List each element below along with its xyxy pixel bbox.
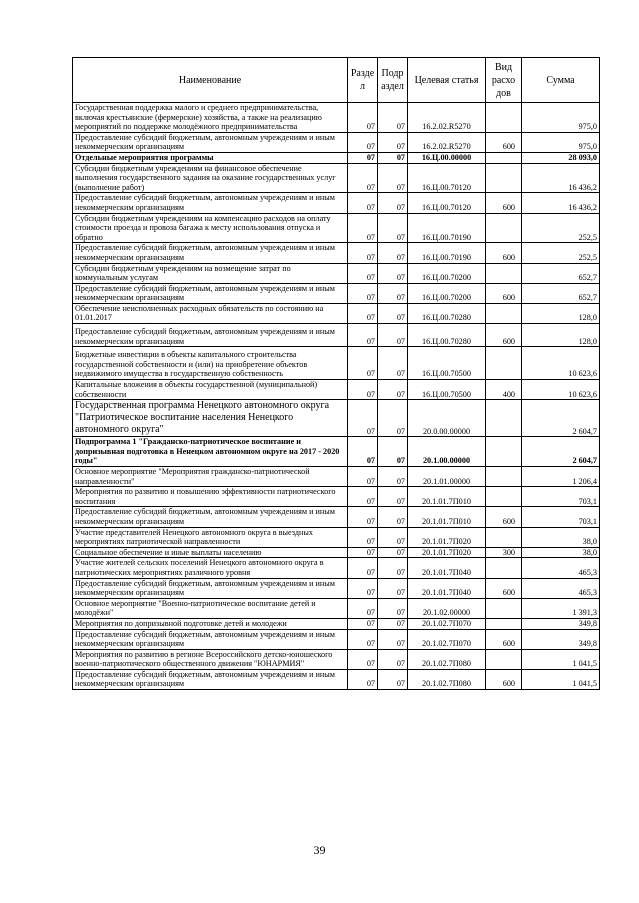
header-celevaya: Целевая статья bbox=[408, 58, 486, 103]
row-podrazdel: 07 bbox=[378, 103, 408, 133]
row-celevaya: 16.2.02.R5270 bbox=[408, 103, 486, 133]
row-celevaya: 20.1.01.00000 bbox=[408, 467, 486, 487]
row-razdel: 07 bbox=[348, 283, 378, 303]
row-summa: 128,0 bbox=[522, 303, 600, 323]
row-podrazdel: 07 bbox=[378, 303, 408, 323]
row-razdel: 07 bbox=[348, 347, 378, 380]
row-summa: 349,8 bbox=[522, 618, 600, 629]
row-podrazdel: 07 bbox=[378, 400, 408, 437]
row-celevaya: 16.Ц.00.70280 bbox=[408, 303, 486, 323]
row-name: Основное мероприятие "Мероприятия гражданско-патриотической направленности" bbox=[73, 467, 348, 487]
row-razdel: 07 bbox=[348, 558, 378, 578]
row-razdel: 07 bbox=[348, 243, 378, 263]
row-podrazdel: 07 bbox=[378, 347, 408, 380]
row-name: Предоставление субсидий бюджетным, автономным учреждениям и иным некоммерческим организациям bbox=[73, 507, 348, 527]
row-summa: 252,5 bbox=[522, 213, 600, 243]
row-razdel: 07 bbox=[348, 303, 378, 323]
row-name: Участие представителей Ненецкого автономного округа в выездных мероприятиях патриотической направленности bbox=[73, 527, 348, 547]
row-podrazdel: 07 bbox=[378, 283, 408, 303]
row-summa: 252,5 bbox=[522, 243, 600, 263]
row-name: Предоставление субсидий бюджетным, автономным учреждениям и иным некоммерческим организациям bbox=[73, 578, 348, 598]
row-summa: 703,1 bbox=[522, 507, 600, 527]
row-podrazdel: 07 bbox=[378, 437, 408, 467]
row-summa: 652,7 bbox=[522, 263, 600, 283]
page-number: 39 bbox=[313, 843, 326, 857]
row-podrazdel: 07 bbox=[378, 618, 408, 629]
row-name: Мероприятия по допризывной подготовке детей и молодежи bbox=[73, 618, 348, 629]
row-razdel: 07 bbox=[348, 578, 378, 598]
row-name: Обеспечение неисполненных расходных обязательств по состоянию на 01.01.2017 bbox=[73, 303, 348, 323]
row-vid bbox=[486, 400, 522, 437]
row-vid bbox=[486, 152, 522, 163]
row-podrazdel: 07 bbox=[378, 152, 408, 163]
header-vid: Вид расхо дов bbox=[486, 58, 522, 103]
row-razdel: 07 bbox=[348, 467, 378, 487]
row-vid bbox=[486, 527, 522, 547]
row-summa: 2 604,7 bbox=[522, 400, 600, 437]
table-row bbox=[73, 649, 600, 669]
row-vid: 600 bbox=[486, 283, 522, 303]
row-celevaya: 20.1.02.7П080 bbox=[408, 649, 486, 669]
row-summa: 38,0 bbox=[522, 527, 600, 547]
row-podrazdel: 07 bbox=[378, 193, 408, 213]
row-podrazdel: 07 bbox=[378, 487, 408, 507]
row-vid bbox=[486, 213, 522, 243]
row-vid bbox=[486, 487, 522, 507]
row-summa: 1 041,5 bbox=[522, 649, 600, 669]
row-razdel: 07 bbox=[348, 163, 378, 193]
row-celevaya: 20.1.02.7П070 bbox=[408, 629, 486, 649]
row-name: Государственная поддержка малого и среднего предпринимательства, включая крестьянские (фермерские) хозяйства, а также на реализацию мероприятий по поддержке молодёжного предпринимательства bbox=[73, 103, 348, 133]
row-summa: 465,3 bbox=[522, 578, 600, 598]
row-name: Предоставление субсидий бюджетным, автономным учреждениям и иным некоммерческим организациям bbox=[73, 132, 348, 152]
row-vid bbox=[486, 558, 522, 578]
row-summa: 1 391,3 bbox=[522, 598, 600, 618]
row-celevaya: 16.Ц.00.70200 bbox=[408, 283, 486, 303]
row-razdel: 07 bbox=[348, 380, 378, 400]
table-row bbox=[73, 547, 600, 558]
row-vid bbox=[486, 163, 522, 193]
row-name: Предоставление субсидий бюджетным, автономным учреждениям и иным некоммерческим организациям bbox=[73, 324, 348, 347]
table-row bbox=[73, 669, 600, 689]
row-summa: 128,0 bbox=[522, 324, 600, 347]
table-row bbox=[73, 103, 600, 133]
row-razdel: 07 bbox=[348, 193, 378, 213]
row-podrazdel: 07 bbox=[378, 263, 408, 283]
row-celevaya: 20.1.01.7П010 bbox=[408, 487, 486, 507]
row-name: Мероприятия по развитию в регионе Всероссийского детско-юношеского военно-патриотического общественного движения "ЮНАРМИЯ" bbox=[73, 649, 348, 669]
row-podrazdel: 07 bbox=[378, 669, 408, 689]
row-name: Основное мероприятие "Военно-патриотическое воспитание детей и молодёжи" bbox=[73, 598, 348, 618]
row-name: Участие жителей сельских поселений Ненецкого автономного округа в патриотических мероприятиях различного уровня bbox=[73, 558, 348, 578]
row-name: Предоставление субсидий бюджетным, автономным учреждениям и иным некоммерческим организациям bbox=[73, 193, 348, 213]
row-celevaya: 20.0.00.00000 bbox=[408, 400, 486, 437]
row-summa: 465,3 bbox=[522, 558, 600, 578]
table-row bbox=[73, 283, 600, 303]
row-razdel: 07 bbox=[348, 132, 378, 152]
budget-table-sheet bbox=[72, 57, 599, 690]
row-celevaya: 16.Ц.00.70500 bbox=[408, 347, 486, 380]
row-razdel: 07 bbox=[348, 324, 378, 347]
row-celevaya: 20.1.01.7П020 bbox=[408, 547, 486, 558]
row-name: Субсидии бюджетным учреждениям на компенсацию расходов на оплату стоимости проезда и провоза багажа к месту использования отпуска и обратно bbox=[73, 213, 348, 243]
table-row bbox=[73, 213, 600, 243]
row-vid bbox=[486, 263, 522, 283]
table-row bbox=[73, 132, 600, 152]
row-vid: 600 bbox=[486, 629, 522, 649]
row-vid bbox=[486, 649, 522, 669]
table-row bbox=[73, 347, 600, 380]
row-celevaya: 20.1.02.7П070 bbox=[408, 618, 486, 629]
row-celevaya: 20.1.01.7П040 bbox=[408, 558, 486, 578]
row-vid: 600 bbox=[486, 193, 522, 213]
row-razdel: 07 bbox=[348, 213, 378, 243]
row-celevaya: 20.1.02.00000 bbox=[408, 598, 486, 618]
row-name: Субсидии бюджетным учреждениям на финансовое обеспечение выполнения государственного задания на оказание государственных услуг (выполнение работ) bbox=[73, 163, 348, 193]
table-header-row bbox=[73, 58, 600, 103]
row-razdel: 07 bbox=[348, 669, 378, 689]
row-name: Предоставление субсидий бюджетным, автономным учреждениям и иным некоммерческим организациям bbox=[73, 243, 348, 263]
row-celevaya: 16.Ц.00.00000 bbox=[408, 152, 486, 163]
row-razdel: 07 bbox=[348, 618, 378, 629]
row-vid: 300 bbox=[486, 547, 522, 558]
row-summa: 16 436,2 bbox=[522, 193, 600, 213]
row-podrazdel: 07 bbox=[378, 132, 408, 152]
row-vid: 600 bbox=[486, 507, 522, 527]
row-razdel: 07 bbox=[348, 507, 378, 527]
row-podrazdel: 07 bbox=[378, 467, 408, 487]
row-name: Бюджетные инвестиции в объекты капитального строительства государственной собственности и (или) на приобретение объектов недвижимого имущества в государственную собственность bbox=[73, 347, 348, 380]
row-summa: 10 623,6 bbox=[522, 347, 600, 380]
table-row bbox=[73, 380, 600, 400]
row-podrazdel: 07 bbox=[378, 324, 408, 347]
row-summa: 975,0 bbox=[522, 103, 600, 133]
row-celevaya: 16.Ц.00.70120 bbox=[408, 163, 486, 193]
row-summa: 349,8 bbox=[522, 629, 600, 649]
table-row bbox=[73, 263, 600, 283]
row-podrazdel: 07 bbox=[378, 578, 408, 598]
row-vid bbox=[486, 598, 522, 618]
table-row bbox=[73, 618, 600, 629]
table-row bbox=[73, 303, 600, 323]
row-summa: 1 206,4 bbox=[522, 467, 600, 487]
row-summa: 2 604,7 bbox=[522, 437, 600, 467]
table-row bbox=[73, 467, 600, 487]
row-celevaya: 16.Ц.00.70200 bbox=[408, 263, 486, 283]
table-row bbox=[73, 243, 600, 263]
table-row bbox=[73, 163, 600, 193]
row-name: Предоставление субсидий бюджетным, автономным учреждениям и иным некоммерческим организациям bbox=[73, 283, 348, 303]
table-row bbox=[73, 527, 600, 547]
table-row bbox=[73, 558, 600, 578]
table-row bbox=[73, 598, 600, 618]
row-celevaya: 20.1.01.7П040 bbox=[408, 578, 486, 598]
row-celevaya: 20.1.01.7П020 bbox=[408, 527, 486, 547]
row-name: Социальное обеспечение и иные выплаты населению bbox=[73, 547, 348, 558]
row-razdel: 07 bbox=[348, 400, 378, 437]
row-razdel: 07 bbox=[348, 527, 378, 547]
header-name: Наименование bbox=[73, 58, 348, 103]
row-celevaya: 16.Ц.00.70190 bbox=[408, 243, 486, 263]
header-podrazdel: Подр аздел bbox=[378, 58, 408, 103]
row-celevaya: 16.Ц.00.70190 bbox=[408, 213, 486, 243]
row-vid bbox=[486, 103, 522, 133]
row-name: Подпрограмма 1 "Гражданско-патриотическое воспитание и допризывная подготовка в Ненецком автономном округе на 2017 - 2020 годы" bbox=[73, 437, 348, 467]
row-vid: 600 bbox=[486, 669, 522, 689]
row-razdel: 07 bbox=[348, 103, 378, 133]
row-vid bbox=[486, 467, 522, 487]
row-summa: 10 623,6 bbox=[522, 380, 600, 400]
table-row bbox=[73, 400, 600, 437]
row-summa: 28 093,0 bbox=[522, 152, 600, 163]
row-podrazdel: 07 bbox=[378, 243, 408, 263]
row-celevaya: 16.Ц.00.70500 bbox=[408, 380, 486, 400]
row-podrazdel: 07 bbox=[378, 547, 408, 558]
row-vid: 600 bbox=[486, 578, 522, 598]
row-podrazdel: 07 bbox=[378, 213, 408, 243]
table-row bbox=[73, 578, 600, 598]
table-row bbox=[73, 437, 600, 467]
row-name: Государственная программа Ненецкого автономного округа "Патриотическое воспитание населения Ненецкого автономного округа" bbox=[73, 400, 348, 437]
row-summa: 1 041,5 bbox=[522, 669, 600, 689]
row-name: Капитальные вложения в объекты государственной (муниципальной) собственности bbox=[73, 380, 348, 400]
row-name: Предоставление субсидий бюджетным, автономным учреждениям и иным некоммерческим организациям bbox=[73, 629, 348, 649]
row-podrazdel: 07 bbox=[378, 527, 408, 547]
row-celevaya: 16.Ц.00.70120 bbox=[408, 193, 486, 213]
row-razdel: 07 bbox=[348, 437, 378, 467]
row-vid: 600 bbox=[486, 132, 522, 152]
row-podrazdel: 07 bbox=[378, 380, 408, 400]
row-summa: 38,0 bbox=[522, 547, 600, 558]
row-name: Отдельные мероприятия программы bbox=[73, 152, 348, 163]
table-row bbox=[73, 507, 600, 527]
row-vid: 400 bbox=[486, 380, 522, 400]
row-razdel: 07 bbox=[348, 152, 378, 163]
row-summa: 652,7 bbox=[522, 283, 600, 303]
header-razdel: Разде л bbox=[348, 58, 378, 103]
row-celevaya: 20.1.02.7П080 bbox=[408, 669, 486, 689]
row-razdel: 07 bbox=[348, 487, 378, 507]
table-row bbox=[73, 152, 600, 163]
row-podrazdel: 07 bbox=[378, 649, 408, 669]
table-row bbox=[73, 487, 600, 507]
row-vid bbox=[486, 303, 522, 323]
row-summa: 975,0 bbox=[522, 132, 600, 152]
row-name: Субсидии бюджетным учреждениям на возмещение затрат по коммунальным услугам bbox=[73, 263, 348, 283]
row-razdel: 07 bbox=[348, 263, 378, 283]
table-row bbox=[73, 629, 600, 649]
row-razdel: 07 bbox=[348, 598, 378, 618]
row-vid bbox=[486, 618, 522, 629]
row-podrazdel: 07 bbox=[378, 598, 408, 618]
row-celevaya: 16.2.02.R5270 bbox=[408, 132, 486, 152]
row-podrazdel: 07 bbox=[378, 163, 408, 193]
header-summa: Сумма bbox=[522, 58, 600, 103]
row-name: Мероприятия по развитию и повышению эффективности патриотического воспитания bbox=[73, 487, 348, 507]
row-name: Предоставление субсидий бюджетным, автономным учреждениям и иным некоммерческим организациям bbox=[73, 669, 348, 689]
table-body bbox=[73, 103, 600, 690]
row-vid: 600 bbox=[486, 243, 522, 263]
table-row bbox=[73, 324, 600, 347]
row-celevaya: 20.1.00.00000 bbox=[408, 437, 486, 467]
row-vid: 600 bbox=[486, 324, 522, 347]
row-vid bbox=[486, 347, 522, 380]
row-vid bbox=[486, 437, 522, 467]
row-razdel: 07 bbox=[348, 629, 378, 649]
row-podrazdel: 07 bbox=[378, 629, 408, 649]
row-podrazdel: 07 bbox=[378, 507, 408, 527]
row-celevaya: 20.1.01.7П010 bbox=[408, 507, 486, 527]
row-razdel: 07 bbox=[348, 547, 378, 558]
budget-table bbox=[72, 57, 600, 690]
row-summa: 703,1 bbox=[522, 487, 600, 507]
row-razdel: 07 bbox=[348, 649, 378, 669]
table-row bbox=[73, 193, 600, 213]
row-summa: 16 436,2 bbox=[522, 163, 600, 193]
row-celevaya: 16.Ц.00.70280 bbox=[408, 324, 486, 347]
row-podrazdel: 07 bbox=[378, 558, 408, 578]
